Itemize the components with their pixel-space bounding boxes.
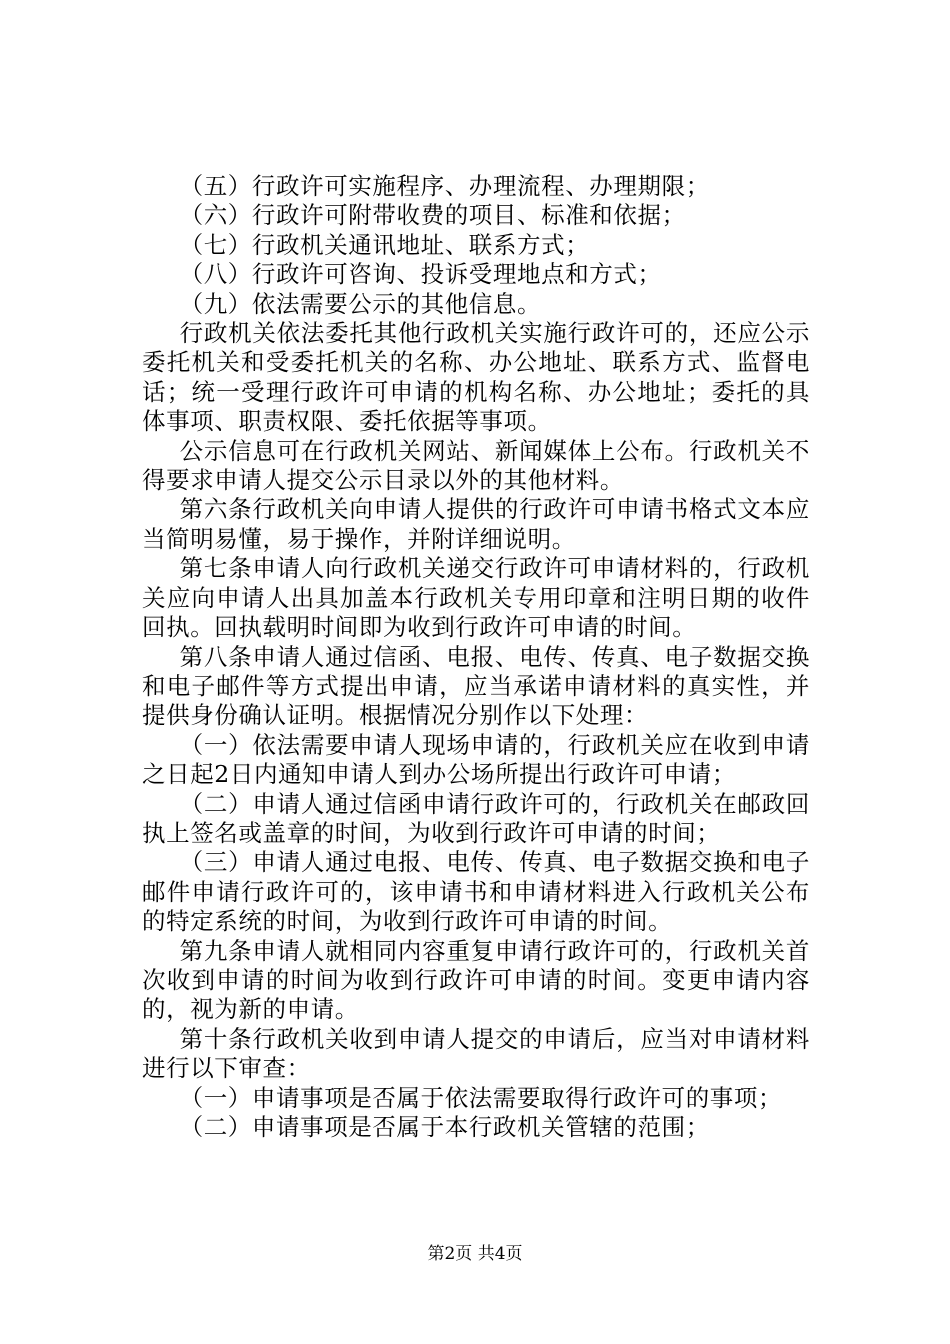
list-item: （七）行政机关通讯地址、联系方式； — [179, 230, 590, 259]
list-item: （一）申请事项是否属于依法需要取得行政许可的事项； — [179, 1083, 783, 1112]
list-item: （五）行政许可实施程序、办理流程、办理期限； — [179, 172, 710, 200]
article-8: 第八条申请人通过信函、电报、电传、传真、电子数据交换和电子邮件等方式提出申请，应当承诺申请材料的真实性，并提供身份确认证明。根据情况分别作以下处理： — [142, 642, 810, 730]
list-item: （二）申请人通过信函申请行政许可的，行政机关在邮政回执上签名或盖章的时间，为收到行政许可申请的时间； — [142, 789, 810, 847]
article-10: 第十条行政机关收到申请人提交的申请后，应当对申请材料进行以下审查： — [142, 1024, 810, 1083]
list-item: （六）行政许可附带收费的项目、标准和依据； — [179, 201, 686, 230]
list-item: （三）申请人通过电报、电传、传真、电子数据交换和电子邮件申请行政许可的，该申请书和申请材料进入行政机关公布的特定系统的时间，为收到行政许可申请的时间。 — [142, 848, 810, 936]
list-item: （二）申请事项是否属于本行政机关管辖的范围； — [179, 1113, 710, 1141]
list-item: （八）行政许可咨询、投诉受理地点和方式； — [179, 260, 662, 289]
list-item: （九）依法需要公示的其他信息。 — [179, 289, 542, 318]
article-9: 第九条申请人就相同内容重复申请行政许可的，行政机关首次收到申请的时间为收到行政许可申请的时间。变更申请内容的，视为新的申请。 — [142, 936, 810, 1024]
article-6: 第六条行政机关向申请人提供的行政许可申请书格式文本应当简明易懂，易于操作，并附详细说明。 — [142, 495, 810, 553]
body-paragraph: 行政机关依法委托其他行政机关实施行政许可的，还应公示委托机关和受委托机关的名称、办公地址、联系方式、监督电话；统一受理行政许可申请的机构名称、办公地址；委托的具体事项、职责权限、委托依据等事项。 — [142, 319, 810, 436]
document-body — [142, 172, 810, 1142]
page-number: 第2页 共4页 — [427, 1244, 523, 1264]
article-7: 第七条申请人向行政机关递交行政许可申请材料的，行政机关应向申请人出具加盖本行政机关专用印章和注明日期的收件回执。回执载明时间即为收到行政许可申请的时间。 — [142, 554, 810, 642]
body-paragraph: 公示信息可在行政机关网站、新闻媒体上公布。行政机关不得要求申请人提交公示目录以外的其他材料。 — [142, 436, 810, 495]
list-item: （一）依法需要申请人现场申请的，行政机关应在收到申请之日起2日内通知申请人到办公场所提出行政许可申请； — [142, 730, 810, 789]
